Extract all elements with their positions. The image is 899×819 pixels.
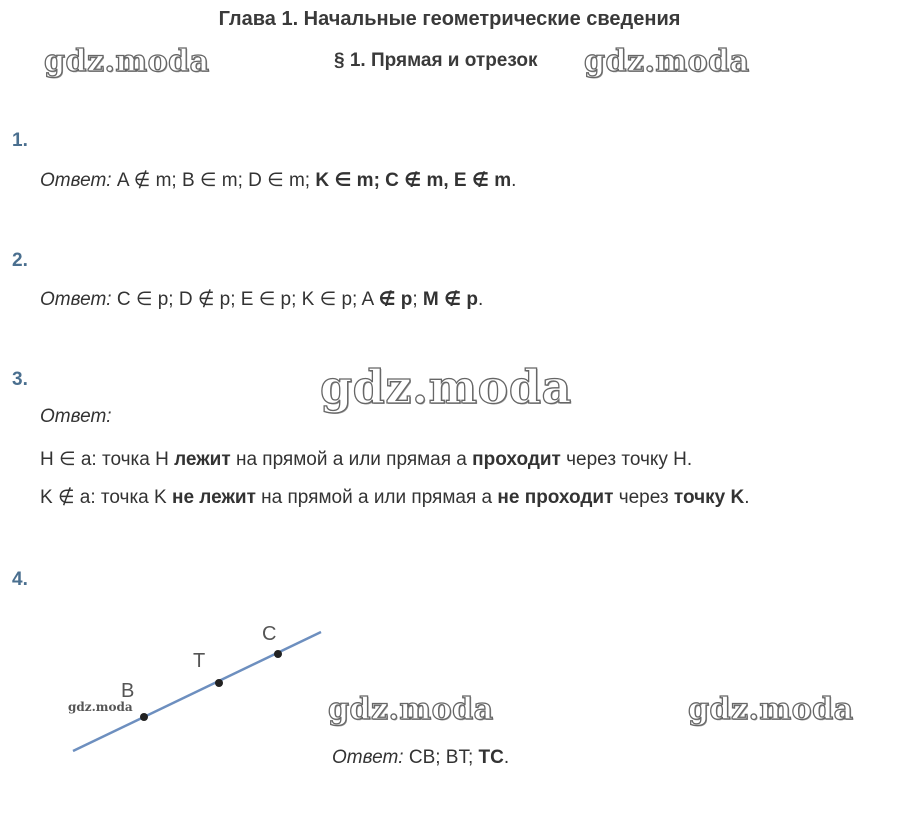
- answer-label: Ответ:: [332, 747, 404, 768]
- answer-part: лежит: [174, 449, 231, 470]
- watermark: gdz.moda: [68, 700, 133, 714]
- problem-number: 2.: [12, 250, 28, 271]
- section-title: § 1. Прямая и отрезок: [334, 50, 538, 71]
- answer-part: ∉ p: [378, 289, 413, 310]
- chapter-title: Глава 1. Начальные геометрические сведения: [218, 8, 681, 30]
- answer-part: M ∉ p: [422, 289, 478, 310]
- answer-part: K ∉ a: точка K: [40, 487, 172, 508]
- answer-part: точку K: [673, 487, 745, 508]
- point-label-c: C: [262, 623, 277, 645]
- answer-part: через: [613, 487, 674, 508]
- point-label-b: B: [121, 680, 135, 702]
- answer-label: Ответ:: [40, 170, 112, 191]
- watermark: gdz.moda: [584, 44, 750, 79]
- watermark: gdz.moda: [328, 692, 494, 727]
- problem-number: 1.: [12, 130, 28, 151]
- problem-4-answer: [332, 747, 509, 769]
- point-label-t: T: [193, 650, 206, 672]
- answer-part: CB; BT;: [408, 747, 479, 768]
- answer-part: .: [511, 170, 517, 191]
- answer-part: проходит: [472, 449, 561, 470]
- answer-part: не лежит: [171, 487, 256, 508]
- answer-part: .: [503, 747, 510, 768]
- answer-part: через точку H.: [560, 449, 693, 470]
- watermark: gdz.moda: [44, 44, 210, 79]
- answer-part: TC: [478, 747, 504, 768]
- answer-part: C ∈ p; D ∉ p; E ∈ p; K ∈ p; A: [116, 289, 379, 310]
- answer-part: на прямой a или прямая a: [230, 449, 473, 470]
- answer-label: Ответ:: [40, 289, 112, 310]
- watermark: gdz.moda: [688, 692, 854, 727]
- point-b: [140, 713, 148, 721]
- answer-part: на прямой a или прямая a: [255, 487, 498, 508]
- point-c: [274, 650, 282, 658]
- answer-part: A ∉ m; B ∈ m; D ∈ m;: [116, 170, 316, 191]
- answer-label: Ответ:: [40, 406, 112, 427]
- answer-part: ;: [412, 289, 423, 310]
- point-t: [215, 679, 223, 687]
- answer-part: H ∈ a: точка H: [40, 449, 175, 470]
- answer-part: не проходит: [497, 487, 614, 508]
- problem-number: 4.: [12, 569, 28, 590]
- watermark: gdz.moda: [320, 360, 572, 414]
- answer-part: .: [744, 487, 750, 508]
- answer-part: K ∈ m; C ∉ m, E ∉ m: [315, 170, 512, 191]
- problem-number: 3.: [12, 369, 28, 390]
- answer-part: .: [477, 289, 484, 310]
